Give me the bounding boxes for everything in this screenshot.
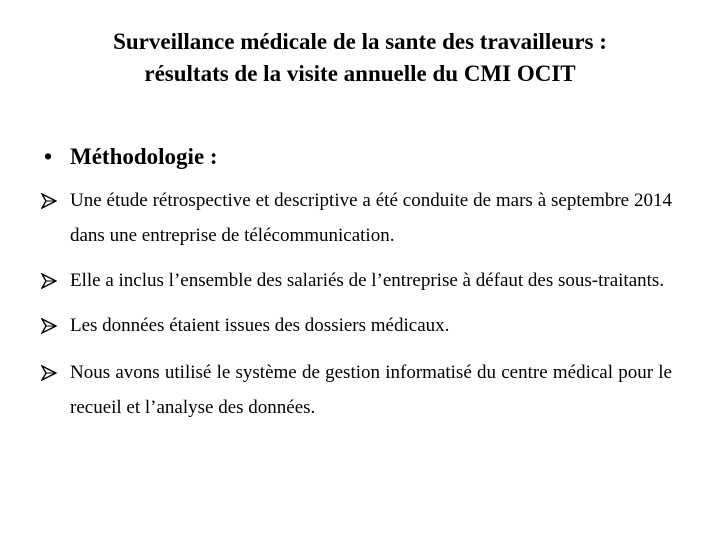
list-item xyxy=(44,263,672,298)
title-line-2: résultats de la visite annuelle du CMI OCIT xyxy=(144,61,576,86)
bullet-list xyxy=(44,183,672,435)
arrowhead-bullet-icon xyxy=(41,273,57,289)
list-item xyxy=(44,308,672,343)
round-bullet-icon: • xyxy=(44,144,53,169)
list-item xyxy=(44,355,672,425)
list-item-text: Nous avons utilisé le système de gestion informatisé du centre médical pour le recueil et l’analyse des données. xyxy=(70,362,672,418)
arrowhead-bullet-icon xyxy=(41,365,57,381)
list-item-text: Elle a inclus l’ensemble des salariés de l’entreprise à défaut des sous-traitants. xyxy=(70,270,665,291)
slide-title xyxy=(20,26,700,90)
section-heading-text: Méthodologie : xyxy=(70,144,218,169)
list-item-text: Les données étaient issues des dossiers médicaux. xyxy=(70,315,450,336)
arrowhead-bullet-icon xyxy=(41,193,57,209)
list-item-text: Une étude rétrospective et descriptive a été conduite de mars à septembre 2014 dans une entreprise de télécommunication. xyxy=(70,190,672,246)
title-line-1: Surveillance médicale de la sante des travailleurs : xyxy=(113,29,607,54)
arrowhead-bullet-icon xyxy=(41,318,57,334)
section-heading xyxy=(44,141,218,173)
list-item xyxy=(44,183,672,253)
